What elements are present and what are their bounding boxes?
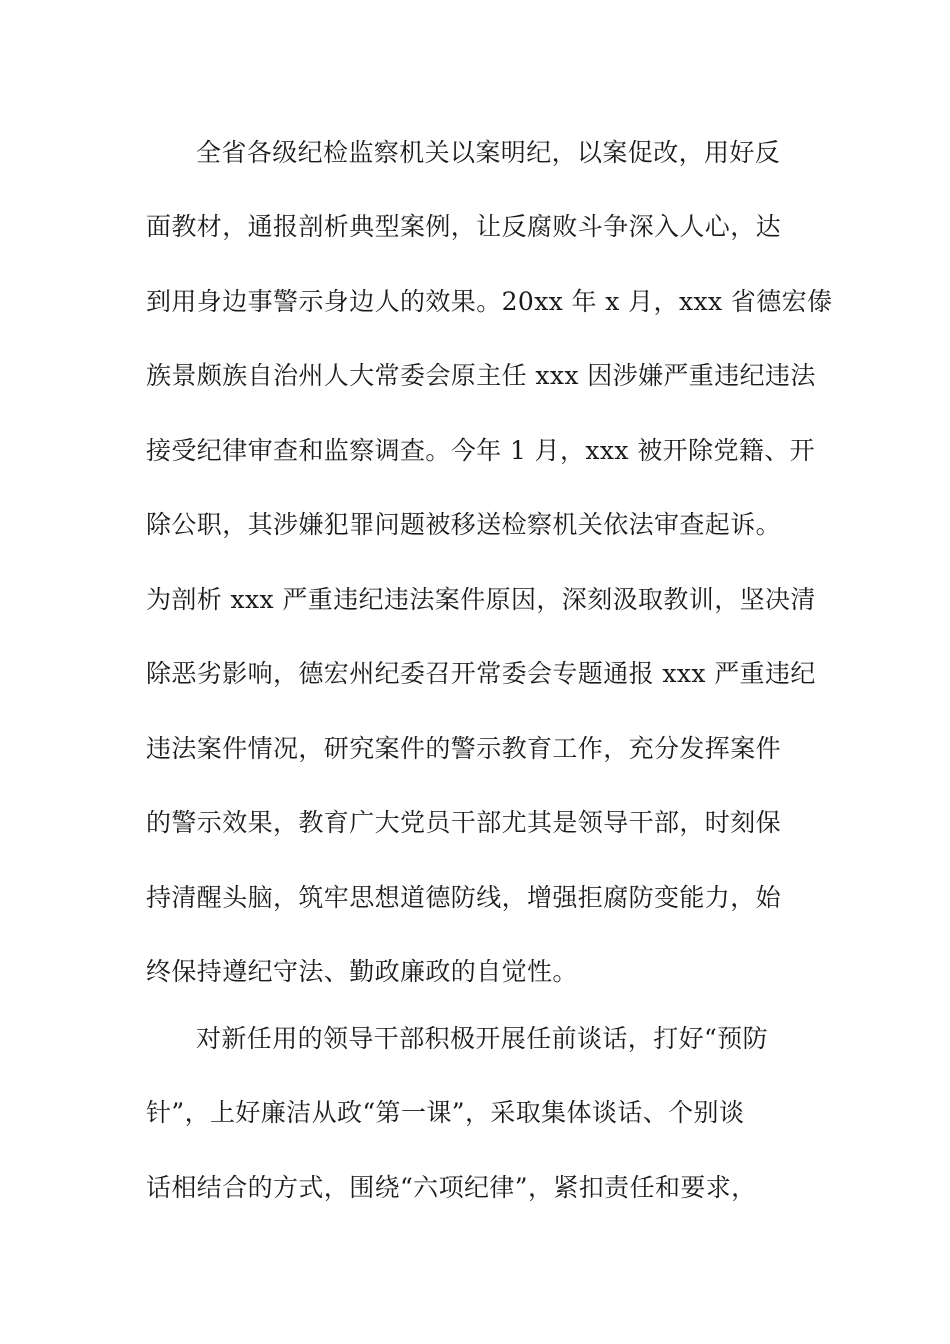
text-line: 除恶劣影响，德宏州纪委召开常委会专题通报 xxx 严重违纪 [146, 659, 816, 688]
text-line: 为剖析 xxx 严重违纪违法案件原因，深刻汲取教训，坚决清 [146, 585, 816, 614]
text-line: 持清醒头脑，筑牢思想道德防线，增强拒腐防变能力，始 [146, 883, 782, 912]
text-line: 话相结合的方式，围绕“六项纪律”，紧扣责任和要求， [146, 1173, 757, 1202]
text-line: 除公职，其涉嫌犯罪问题被移送检察机关依法审查起诉。 [146, 510, 782, 539]
text-line: 对新任用的领导干部积极开展任前谈话，打好“预防 [196, 1024, 768, 1053]
text-line: 的警示效果，教育广大党员干部尤其是领导干部，时刻保 [146, 808, 782, 837]
text-line: 族景颇族自治州人大常委会原主任 xxx 因涉嫌严重违纪违法 [146, 361, 816, 390]
text-line: 终保持遵纪守法、勤政廉政的自觉性。 [146, 957, 578, 986]
text-line: 全省各级纪检监察机关以案明纪，以案促改，用好反 [196, 138, 781, 167]
text-line: 违法案件情况，研究案件的警示教育工作，充分发挥案件 [146, 734, 782, 763]
text-line: 到用身边事警示身边人的效果。20xx 年 x 月，xxx 省德宏傣 [146, 287, 833, 316]
text-line: 接受纪律审查和监察调查。今年 1 月，xxx 被开除党籍、开 [146, 436, 816, 465]
text-line: 面教材，通报剖析典型案例，让反腐败斗争深入人心，达 [146, 212, 782, 241]
text-line: 针”，上好廉洁从政“第一课”，采取集体谈话、个别谈 [146, 1098, 745, 1127]
